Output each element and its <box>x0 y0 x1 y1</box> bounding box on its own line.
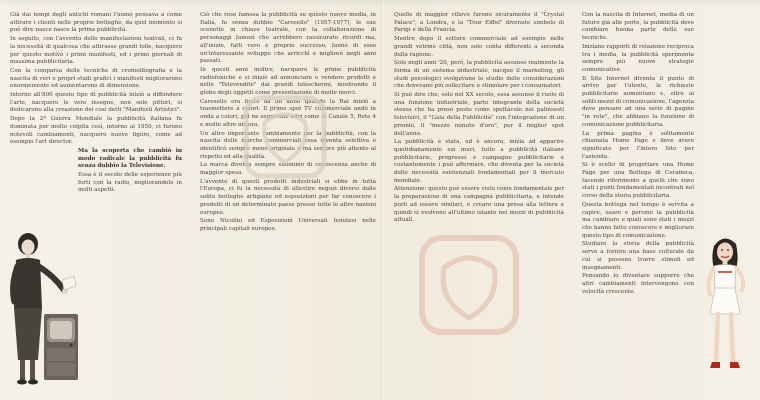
panel3-paragraph: Solo negli anni '20, però, la pubblicità assunse realmente la forma di un sistema industriale, nacque il marketing, gli studi psicologici svolgevano lo studio delle considerazioni che dovevano più sollecitare e stimolare per i consumatori. <box>394 60 564 90</box>
panel2-paragraph: La marca diventa sempre sinonimo di conoscenza anche di maggior spesa. <box>200 162 376 177</box>
panel-4 <box>572 0 760 400</box>
panel1-paragraph: Già dai tempi degli antichi romani l'uomo pensava a come attirare i clienti nelle proprie botteghe, da quel momento si può dire nasce nasce la prima pubblicità. <box>10 12 182 34</box>
panel4-paragraph: Studiare la storia della pubblicità serve a fornire una base culturale da cui si possono trarre stimoli ed insegnamenti. <box>582 241 694 271</box>
panel1-paragraph: Essa è il secolo delle esperienze più forti con la radio, migliorandole in molti aspetti. <box>78 172 182 194</box>
panel1-paragraph: Dopo la 2ª Guerra Mondiale la pubblicità italiana fu dominata per molto colpita così, intorno al 1950, ci furono notevoli cambiamenti, nacquero nuove figure, come ad esempio l'art director. <box>10 116 182 146</box>
panel2-paragraph: L'avvento di questi prodotti industriali si ebbe in tutta l'Europa, ci fu la necessità di allestire negozi diversi dalle solite botteghe artigiane ed esposizioni per far conoscere i prodotti di un determinato paese presso tutte le altre nazioni europee. <box>200 178 376 216</box>
panel4-paragraph: Con la nascita di Internet, media di un futuro già alle porte, la pubblicità deve cambiare buona parte delle sue tecniche. <box>582 12 694 42</box>
panel-3 <box>384 0 572 400</box>
panel3-paragraph: Quelle di maggior rilievo furono sicuramente il "Crystal Palace", a Londra, e la "Tour Eiffel" divenute simbolo di Parigi e della Francia. <box>394 12 564 34</box>
panel4-paragraph: Iniziano rapporti di relazione reciproca tra i media, la pubblicità sperimenta sempre più nuove strategie comunicative. <box>582 43 694 73</box>
panel4-paragraph: Il Sito Internet diventa il punto di arrivo per l'utente, le richieste pubblicitarie aumentano e, oltre ai soliti mezzi di comunicazione, l'agenzia deve pensare ad una serie di pagine "in rete", che abbiano la funzione di comunicazione pubblicitaria. <box>582 75 694 128</box>
panel4-paragraph: Pensando lo diventare supporre che altri cambiamenti intervengono con velocità crescente. <box>582 273 694 295</box>
panel3-paragraph: Si può dire che, solo nel XX secolo, essa assunse il ruolo di una funzione industriale, parte integrante della società stessa che ha preso posto come spettacolo nei palinsesti televisivi, il "Gala della Pubblicità" con l'integrazione di un premio, il "mezzo minuto d'oro", per il miglior spot dell'anno. <box>394 92 564 137</box>
ceramic-logo-watermark <box>414 230 524 340</box>
panel3-paragraph: Mentre dopo il settore commerciale ad esempio nelle grandi vetrine città, non solo conta differenti a seconda della ragione. <box>394 36 564 58</box>
panel2-paragraph: In questi anni inoltre, nacquero le prime pubblicità radiofoniche e si iniziò ad annunciare e vendere prodotti e nelle "Televendite" dai grandi teleschermi, mostrando il globo degli oggetti come presentazione di molte merci. <box>200 66 376 97</box>
panel1-paragraph: Con la comparsa delle tecniche di cromolitografia e la nascita di veri e propri studi grafici i manifesti migliorarono enormemente ed aumentarono di dimensione. <box>10 67 182 90</box>
panel4-paragraph: Si è scelto di progettare una Home Page per una Bottega di Ceramica, facendo riferimento a quelli che sono stati i punti fondamentali incontrati nel corso della storia pubblicitaria. <box>582 162 694 200</box>
panel1-paragraph: Intorno all'800 questo tipo di pubblicità iniziò a diffondere l'arte, nacquero le vere insegne, non solo pittori, si dedicarono alla creazione dei così detti "Manifesti Artistici". <box>10 92 182 114</box>
panel1-paragraph: In seguito, con l'avvento dello manifestazioni teatrali, ci fu la necessità di qualcosa che attirasse grandi folle, nacquero per questo motivo i primi manifesti, ed i primi giornali di massima pubblicitaria. <box>10 36 182 66</box>
panel-2 <box>190 0 384 400</box>
panel2-paragraph: Un altro importante cambiamento per la pubblicità, con la nascita delle marche commerciali essa diventa selettiva e identificò sempre meno originale e ma sempre più attento al rispetto ed alla qualità. <box>200 130 376 160</box>
panel2-paragraph: Carosello era finito da un anno quando la Rai iniziò a trasmettere a colori. Il primo spot TV commerciale andò in onda a colori, poi ne seguirono altri come le Canale 5, Rete 4 e molte altre ancora. <box>200 98 376 128</box>
panel4-paragraph: La prima pagina è solitamente chiamata Home Page e deve avere significato per l'intero Sito per l'azienda. <box>582 130 694 160</box>
panel3-paragraph: La pubblicità è stata, ed è ancora, inizia ad apparire quotidianamente sui muri, tutte a pubblicità italiane pubblicitarie, progresso e campagne pubblicitarie e costantemente i può affermare, che diventa per la società delle necessità esistenziali fondamentali per il mercato mondiale. <box>394 139 564 184</box>
panel4-paragraph: Questa bottega nel tempo è servita a capire, usare e persino la pubblicità ma cambiare e quali sono stati i mezzi che hanno fatto conoscere e migliorare questo tipo di comunicazione. <box>582 201 694 239</box>
woman-with-television-illustration <box>4 228 82 388</box>
panel3-paragraph: Attenzione: questo può essere visto come fondamentale per la preparazione di una campagna pubblicitaria, e intende porli ad essere similari, e creare una presa alla lettera e quindi si evolvono all'ultimo istante nei mezzi di pubblicità attuali. <box>394 186 564 224</box>
panel-1 <box>0 0 190 400</box>
panel2-paragraph: Sono Nicolini ed Esposizioni Universali tenutesi nelle principali capitali europee. <box>200 218 376 232</box>
woman-cartoon-illustration <box>698 232 754 387</box>
panel1-paragraph: Ma la scoperta che cambiò in modo radicale la pubblicità fu senza dubbio la Televisione. <box>78 147 182 170</box>
panel2-paragraph: Ciò che rese famosa la pubblicità su questo nuovo media, in Italia, fu senza dubbio "Carosello" (1957-1977), le sue scenette in chiave teatrale, con la collaborazione di personaggi famosi che avrebbero rassicurato ricordi ma, all'inizio, fatti vero e proprio successo, fanno di esso un'interessante sviluppo che arricchì e migliorò negli anni passati. <box>200 12 376 65</box>
